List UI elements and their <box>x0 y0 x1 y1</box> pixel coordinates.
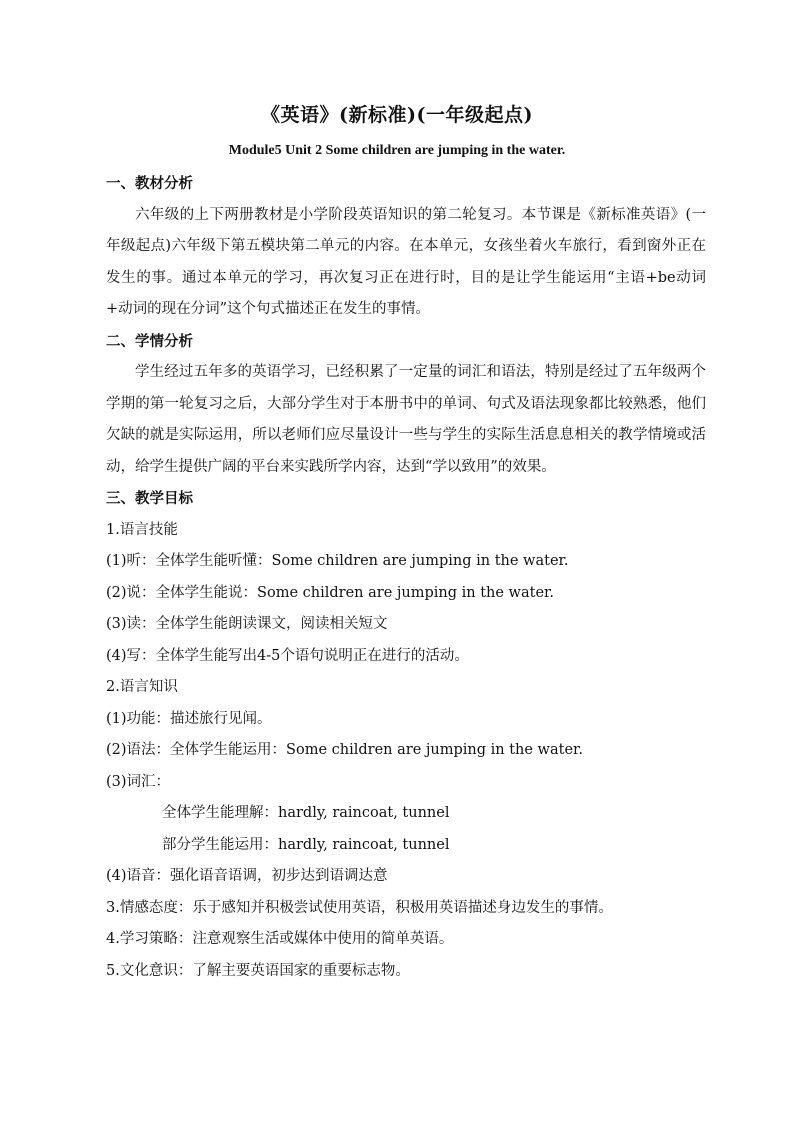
paragraph-student-analysis: 学生经过五年多的英语学习，已经积累了一定量的词汇和语法，特别是经过了五年级两个学期的第一轮复习之后，大部分学生对于本册书中的单词、句式及语法现象都比较熟悉，他们欠缺的就是实际运用，所以老师们应尽量设计一些与学生的实际生活息息相关的教学情境或活动，给学生提供广阔的平台来实践所学内容，达到“学以致用”的效果。 <box>106 364 706 475</box>
section-heading-student-analysis: 二、学情分析 <box>106 332 193 350</box>
paragraph-textbook-analysis: 六年级的上下两册教材是小学阶段英语知识的第二轮复习。本节课是《新标准英语》(一年级起点)六年级下第五模块第二单元的内容。在本单元，女孩坐着火车旅行，看到窗外正在发生的事。通过本单元的学习，再次复习正在进行时，目的是让学生能运用“主语+be动词+动词的现在分词”这个句式描述正在发生的事情。 <box>106 206 706 317</box>
goal-reading: (3)读：全体学生能朗读课文，阅读相关短文 <box>106 616 388 632</box>
goal-language-knowledge: 2.语言知识 <box>106 679 178 695</box>
document-subtitle: Module5 Unit 2 Some children are jumping in the water. <box>228 143 566 158</box>
goal-grammar: (2)语法：全体学生能运用：Some children are jumping in the water. <box>106 742 583 758</box>
goal-vocabulary-use: 部分学生能运用：hardly, raincoat, tunnel <box>162 836 450 853</box>
section-heading-teaching-goals: 三、教学目标 <box>106 490 193 507</box>
goal-pronunciation: (4)语音：强化语音语调，初步达到语调达意 <box>106 868 388 884</box>
goal-emotional-attitude: 3.情感态度：乐于感知并积极尝试使用英语，积极用英语描述身边发生的事情。 <box>106 899 613 916</box>
document-title: 《英语》(新标准)(一年级起点) <box>261 104 533 126</box>
goal-speaking: (2)说：全体学生能说：Some children are jumping in the water. <box>106 584 554 601</box>
goal-language-skills: 1.语言技能 <box>106 521 178 538</box>
goal-function: (1)功能：描述旅行见闻。 <box>106 710 272 727</box>
goal-vocabulary: (3)词汇： <box>106 773 171 790</box>
document-body <box>106 168 706 987</box>
goal-writing: (4)写：全体学生能写出4-5个语句说明正在进行的活动。 <box>106 647 469 664</box>
goal-learning-strategy: 4.学习策略：注意观察生活或媒体中使用的简单英语。 <box>106 931 454 947</box>
goal-vocabulary-understand: 全体学生能理解：hardly, raincoat, tunnel <box>162 805 450 821</box>
section-heading-textbook-analysis: 一、教材分析 <box>106 175 193 192</box>
goal-cultural-awareness: 5.文化意识：了解主要英语国家的重要标志物。 <box>106 962 410 979</box>
goal-listening: (1)听：全体学生能听懂：Some children are jumping in the water. <box>106 553 569 569</box>
